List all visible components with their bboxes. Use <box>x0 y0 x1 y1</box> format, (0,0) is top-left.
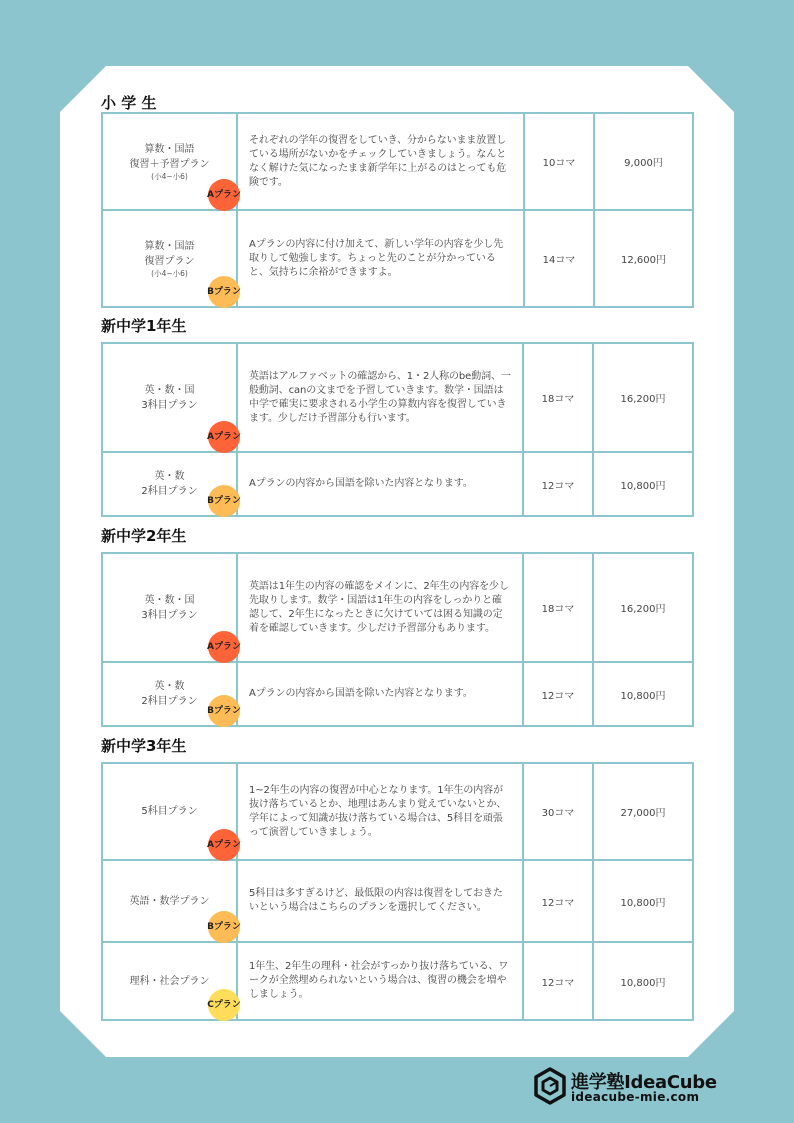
plan-name-line: 英・数 <box>154 681 185 692</box>
plan-name-line: 3科目プラン <box>141 399 198 411</box>
plan-badge-a: Aプラン <box>208 829 240 861</box>
plan-price: 10,800円 <box>593 860 693 942</box>
session-count: 18コマ <box>523 553 593 662</box>
plan-badge-a: Aプラン <box>208 179 240 211</box>
plan-name-cell <box>102 860 241 942</box>
plan-price: 10,800円 <box>593 662 693 726</box>
table-row <box>102 210 693 307</box>
plan-name-line: 英・数・国 <box>144 384 195 396</box>
plan-price: 9,000円 <box>594 113 693 210</box>
plan-badge-b: Bプラン <box>208 695 240 727</box>
table-row <box>102 343 693 452</box>
plan-price: 12,600円 <box>594 210 693 307</box>
plan-name-line: 復習＋予習プラン <box>129 158 210 170</box>
session-count: 12コマ <box>523 452 593 516</box>
plan-description: 5科目は多すぎるけど、最低限の内容は復習をしておきたいという場合はこちらのプランを選択してください。 <box>237 860 523 942</box>
brand-name: 進学塾IdeaCube <box>571 1072 717 1093</box>
plan-badge-b: Bプラン <box>208 485 240 517</box>
plan-name-line: 算数・国語 <box>144 143 195 155</box>
grade-range: (小4~小6) <box>151 171 188 181</box>
plan-name-cell <box>102 113 241 210</box>
plan-name-line: 英・数・国 <box>144 594 195 606</box>
plan-description: それぞれの学年の復習をしていき、分からないまま放置している場所がないかをチェックしていきましょう。なんとなく解けた気になったまま新学年に上がるのはとっても危険です。 <box>237 113 524 210</box>
cube-logo-icon <box>533 1067 567 1105</box>
table-row <box>102 942 693 1020</box>
plan-table-grade1 <box>101 342 694 517</box>
plan-description: 1年生、2年生の理科・社会がすっかり抜け落ちている、ワークが全然埋められないという場合は、復習の機会を増やしましょう。 <box>237 942 523 1020</box>
session-count: 12コマ <box>523 662 593 726</box>
plan-description: Aプランの内容から国語を除いた内容となります。 <box>237 662 523 726</box>
session-count: 18コマ <box>523 343 593 452</box>
table-row <box>102 860 693 942</box>
plan-name-line: 算数・国語 <box>144 240 195 252</box>
plan-name-cell <box>102 343 241 452</box>
plan-description: 英語は1年生の内容の確認をメインに、2年生の内容を少し先取りします。数学・国語は1年生の内容をしっかりと確認して、2年生になったときに欠けていては困る知識の定着を確認していきます。少しだけ予習部分もあります。 <box>237 553 523 662</box>
brand-logo[interactable] <box>533 1066 733 1106</box>
plan-name-cell <box>102 763 241 860</box>
plan-name-line: 5科目プラン <box>141 806 198 817</box>
plan-description: Aプランの内容に付け加えて、新しい学年の内容を少し先取りして勉強します。ちょっと先のことが分かっていると、気持ちに余裕ができますよ。 <box>237 210 524 307</box>
plan-name-line: 2科目プラン <box>141 696 198 707</box>
plan-name-cell <box>102 553 241 662</box>
plan-name-line: 理科・社会プラン <box>129 975 210 987</box>
table-row <box>102 662 693 726</box>
plan-table-grade2 <box>101 552 694 727</box>
plan-badge-a: Aプラン <box>208 421 240 453</box>
session-count: 30コマ <box>523 763 593 860</box>
plan-badge-b: Bプラン <box>208 911 240 943</box>
plan-badge-a: Aプラン <box>208 631 240 663</box>
plan-name-line: 英語・数学プラン <box>129 895 210 907</box>
table-row <box>102 113 693 210</box>
plan-description: 1~2年生の内容の復習が中心となります。1年生の内容が抜け落ちているとか、地理はあんまり覚えていないとか、学年によって知識が抜け落ちている場合は、5科目を頑張って演習していきましょう。 <box>237 763 523 860</box>
plan-name-line: 3科目プラン <box>141 609 198 621</box>
section-title-grade1: 新中学1年生 <box>101 317 187 335</box>
section-title-grade3: 新中学3年生 <box>101 737 187 755</box>
plan-price: 16,200円 <box>593 553 693 662</box>
plan-badge-c: Cプラン <box>208 989 240 1021</box>
plan-name-line: 2科目プラン <box>141 486 198 497</box>
plan-price: 27,000円 <box>593 763 693 860</box>
plan-table-grade3 <box>101 762 694 1021</box>
plan-price: 10,800円 <box>593 452 693 516</box>
table-row <box>102 763 693 860</box>
table-row <box>102 553 693 662</box>
plan-name-cell <box>102 452 241 516</box>
plan-price: 10,800円 <box>593 942 693 1020</box>
session-count: 12コマ <box>523 860 593 942</box>
plan-badge-b: Bプラン <box>208 276 240 308</box>
plan-name-cell <box>102 210 241 307</box>
plan-name-cell <box>102 662 241 726</box>
plan-name-cell <box>102 942 241 1020</box>
plan-name-line: 英・数 <box>154 471 185 482</box>
plan-description: Aプランの内容から国語を除いた内容となります。 <box>237 452 523 516</box>
plan-table-elementary <box>101 112 694 308</box>
session-count: 10コマ <box>524 113 594 210</box>
section-title-elementary: 小 学 生 <box>101 94 157 112</box>
plan-description: 英語はアルファベットの確認から、1・2人称のbe動詞、一般動詞、canの文までを予習していきます。数学・国語は中学で確実に要求される小学生の算数内容を復習していきます。少しだけ予習部分も行います。 <box>237 343 523 452</box>
brand-url[interactable]: ideacube-mie.com <box>571 1090 700 1104</box>
table-row <box>102 452 693 516</box>
session-count: 14コマ <box>524 210 594 307</box>
session-count: 12コマ <box>523 942 593 1020</box>
section-title-grade2: 新中学2年生 <box>101 527 187 545</box>
plan-name-line: 復習プラン <box>144 255 195 267</box>
plan-price: 16,200円 <box>593 343 693 452</box>
grade-range: (小4~小6) <box>151 268 188 278</box>
